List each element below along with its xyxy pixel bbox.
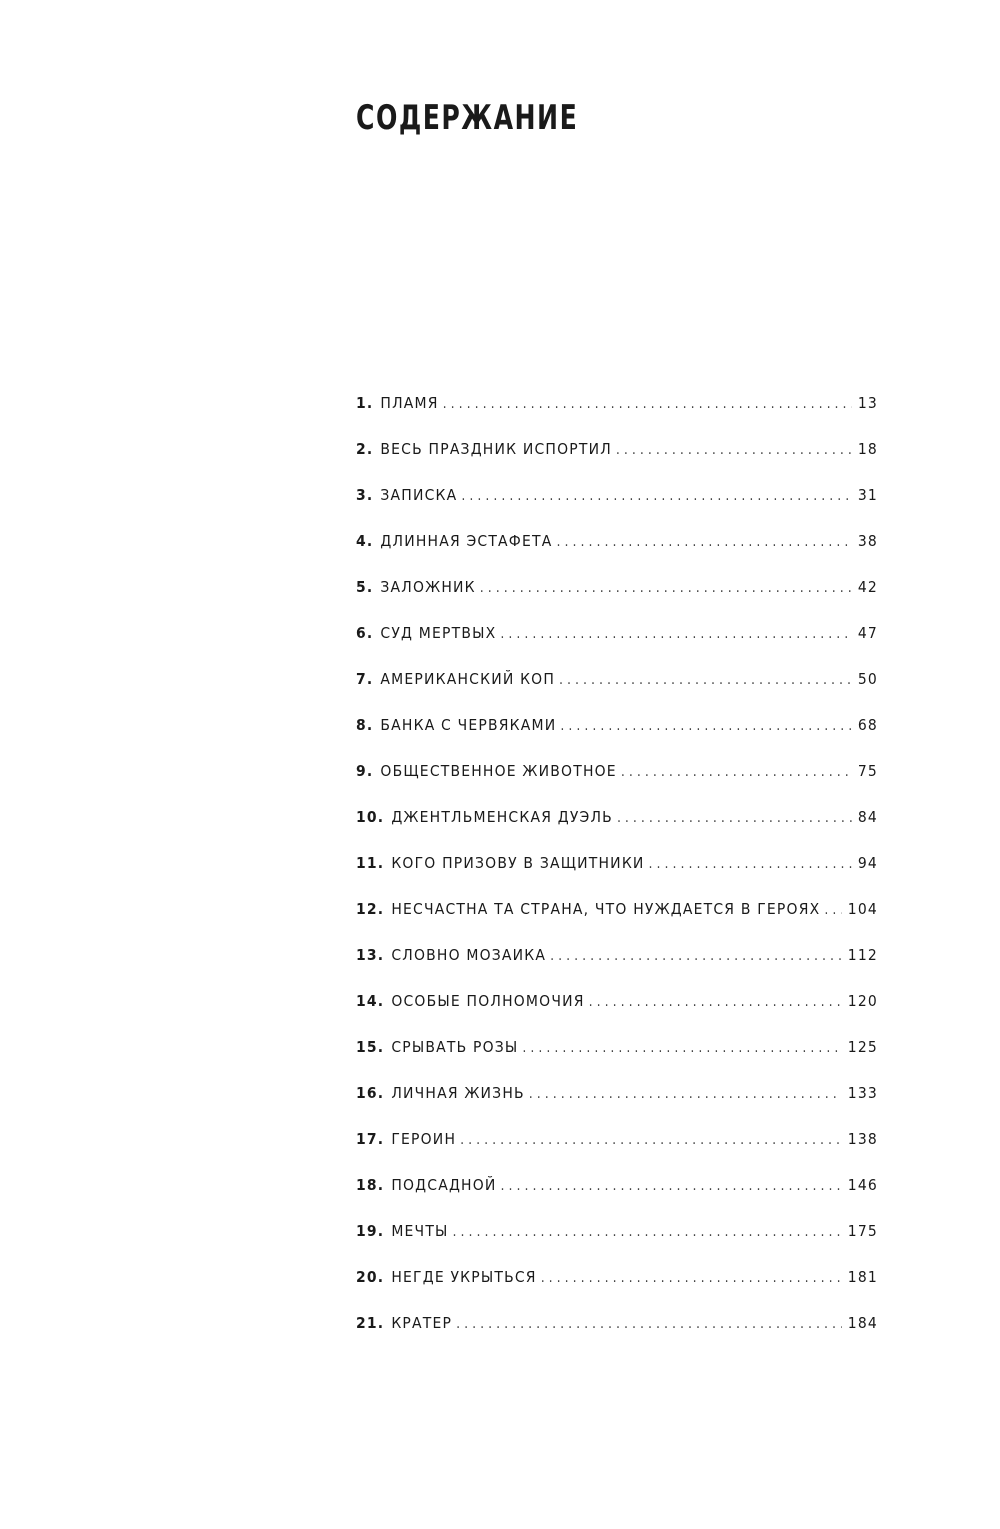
entry-page-number: 112 bbox=[847, 946, 878, 964]
entry-title: КРАТЕР bbox=[391, 1314, 453, 1332]
entry-page-number: 181 bbox=[847, 1268, 878, 1286]
dot-leader bbox=[556, 522, 851, 562]
entry-page-number: 50 bbox=[857, 670, 878, 688]
toc-entry[interactable] bbox=[356, 429, 878, 475]
entry-number: 9. bbox=[356, 762, 374, 780]
entry-page-number: 13 bbox=[857, 394, 878, 412]
entry-page-number: 133 bbox=[847, 1084, 878, 1102]
entry-page-number: 125 bbox=[847, 1038, 878, 1056]
entry-number: 8. bbox=[356, 716, 374, 734]
toc-entry[interactable] bbox=[356, 935, 878, 981]
entry-title: ОБЩЕСТВЕННОЕ ЖИВОТНОЕ bbox=[380, 762, 617, 780]
entry-number: 4. bbox=[356, 532, 374, 550]
entry-title: АМЕРИКАНСКИЙ КОП bbox=[380, 670, 556, 688]
dot-leader bbox=[621, 752, 852, 792]
entry-number: 7. bbox=[356, 670, 374, 688]
entry-page-number: 175 bbox=[847, 1222, 878, 1240]
toc-entry[interactable] bbox=[356, 1027, 878, 1073]
entry-number: 2. bbox=[356, 440, 374, 458]
entry-page-number: 18 bbox=[857, 440, 878, 458]
dot-leader bbox=[453, 1212, 842, 1252]
entry-title: ВЕСЬ ПРАЗДНИК ИСПОРТИЛ bbox=[380, 440, 612, 458]
dot-leader bbox=[480, 568, 852, 608]
toc-entry[interactable] bbox=[356, 383, 878, 429]
entry-number: 14. bbox=[356, 992, 385, 1010]
entry-number: 1. bbox=[356, 394, 374, 412]
table-of-contents bbox=[356, 383, 878, 1349]
entry-number: 18. bbox=[356, 1176, 385, 1194]
entry-number: 10. bbox=[356, 808, 385, 826]
toc-entry[interactable] bbox=[356, 613, 878, 659]
dot-leader bbox=[500, 614, 851, 654]
entry-number: 12. bbox=[356, 900, 385, 918]
entry-title: ГЕРОИН bbox=[391, 1130, 457, 1148]
entry-title: СУД МЕРТВЫХ bbox=[380, 624, 497, 642]
dot-leader bbox=[443, 384, 852, 424]
dot-leader bbox=[589, 982, 842, 1022]
dot-leader bbox=[550, 936, 842, 976]
toc-entry[interactable] bbox=[356, 705, 878, 751]
entry-number: 17. bbox=[356, 1130, 385, 1148]
entry-title: КОГО ПРИЗОВУ В ЗАЩИТНИКИ bbox=[391, 854, 645, 872]
entry-number: 21. bbox=[356, 1314, 385, 1332]
entry-number: 19. bbox=[356, 1222, 385, 1240]
entry-title: НЕСЧАСТНА ТА СТРАНА, ЧТО НУЖДАЕТСЯ В ГЕРОЯХ bbox=[391, 900, 821, 918]
entry-number: 5. bbox=[356, 578, 374, 596]
dot-leader bbox=[501, 1166, 842, 1206]
dot-leader bbox=[616, 430, 852, 470]
dot-leader bbox=[617, 798, 852, 838]
entry-page-number: 75 bbox=[857, 762, 878, 780]
entry-title: ПЛАМЯ bbox=[380, 394, 439, 412]
toc-entry[interactable] bbox=[356, 1073, 878, 1119]
dot-leader bbox=[824, 890, 841, 930]
entry-number: 15. bbox=[356, 1038, 385, 1056]
entry-title: СЛОВНО МОЗАИКА bbox=[391, 946, 547, 964]
entry-page-number: 94 bbox=[857, 854, 878, 872]
entry-page-number: 84 bbox=[857, 808, 878, 826]
dot-leader bbox=[461, 476, 851, 516]
entry-number: 3. bbox=[356, 486, 374, 504]
entry-number: 20. bbox=[356, 1268, 385, 1286]
entry-number: 16. bbox=[356, 1084, 385, 1102]
entry-title: БАНКА С ЧЕРВЯКАМИ bbox=[380, 716, 557, 734]
entry-title: ДЛИННАЯ ЭСТАФЕТА bbox=[380, 532, 553, 550]
entry-page-number: 42 bbox=[857, 578, 878, 596]
entry-page-number: 120 bbox=[847, 992, 878, 1010]
dot-leader bbox=[560, 706, 852, 746]
toc-entry[interactable] bbox=[356, 659, 878, 705]
toc-entry[interactable] bbox=[356, 1211, 878, 1257]
entry-number: 6. bbox=[356, 624, 374, 642]
entry-title: ОСОБЫЕ ПОЛНОМОЧИЯ bbox=[391, 992, 585, 1010]
entry-page-number: 146 bbox=[847, 1176, 878, 1194]
toc-entry[interactable] bbox=[356, 1257, 878, 1303]
entry-page-number: 184 bbox=[847, 1314, 878, 1332]
entry-page-number: 38 bbox=[857, 532, 878, 550]
dot-leader bbox=[541, 1258, 842, 1298]
entry-page-number: 138 bbox=[847, 1130, 878, 1148]
toc-entry[interactable] bbox=[356, 567, 878, 613]
dot-leader bbox=[649, 844, 852, 884]
entry-page-number: 68 bbox=[857, 716, 878, 734]
entry-page-number: 47 bbox=[857, 624, 878, 642]
dot-leader bbox=[559, 660, 852, 700]
dot-leader bbox=[522, 1028, 841, 1068]
entry-title: МЕЧТЫ bbox=[391, 1222, 449, 1240]
toc-entry[interactable] bbox=[356, 475, 878, 521]
toc-entry[interactable] bbox=[356, 889, 878, 935]
toc-entry[interactable] bbox=[356, 981, 878, 1027]
entry-page-number: 104 bbox=[847, 900, 878, 918]
dot-leader bbox=[529, 1074, 842, 1114]
dot-leader bbox=[456, 1304, 842, 1344]
entry-title: СРЫВАТЬ РОЗЫ bbox=[391, 1038, 519, 1056]
toc-entry[interactable] bbox=[356, 843, 878, 889]
entry-number: 13. bbox=[356, 946, 385, 964]
entry-title: ЛИЧНАЯ ЖИЗНЬ bbox=[391, 1084, 525, 1102]
toc-entry[interactable] bbox=[356, 1303, 878, 1349]
toc-entry[interactable] bbox=[356, 1119, 878, 1165]
entry-number: 11. bbox=[356, 854, 385, 872]
entry-title: ПОДСАДНОЙ bbox=[391, 1176, 497, 1194]
toc-entry[interactable] bbox=[356, 1165, 878, 1211]
entry-page-number: 31 bbox=[857, 486, 878, 504]
entry-title: ЗАЛОЖНИК bbox=[380, 578, 476, 596]
toc-entry[interactable] bbox=[356, 797, 878, 843]
toc-entry[interactable] bbox=[356, 521, 878, 567]
entry-title: НЕГДЕ УКРЫТЬСЯ bbox=[391, 1268, 537, 1286]
page-title: СОДЕРЖАНИЕ bbox=[356, 98, 579, 138]
entry-title: ЗАПИСКА bbox=[380, 486, 458, 504]
dot-leader bbox=[460, 1120, 842, 1160]
toc-entry[interactable] bbox=[356, 751, 878, 797]
entry-title: ДЖЕНТЛЬМЕНСКАЯ ДУЭЛЬ bbox=[391, 808, 613, 826]
